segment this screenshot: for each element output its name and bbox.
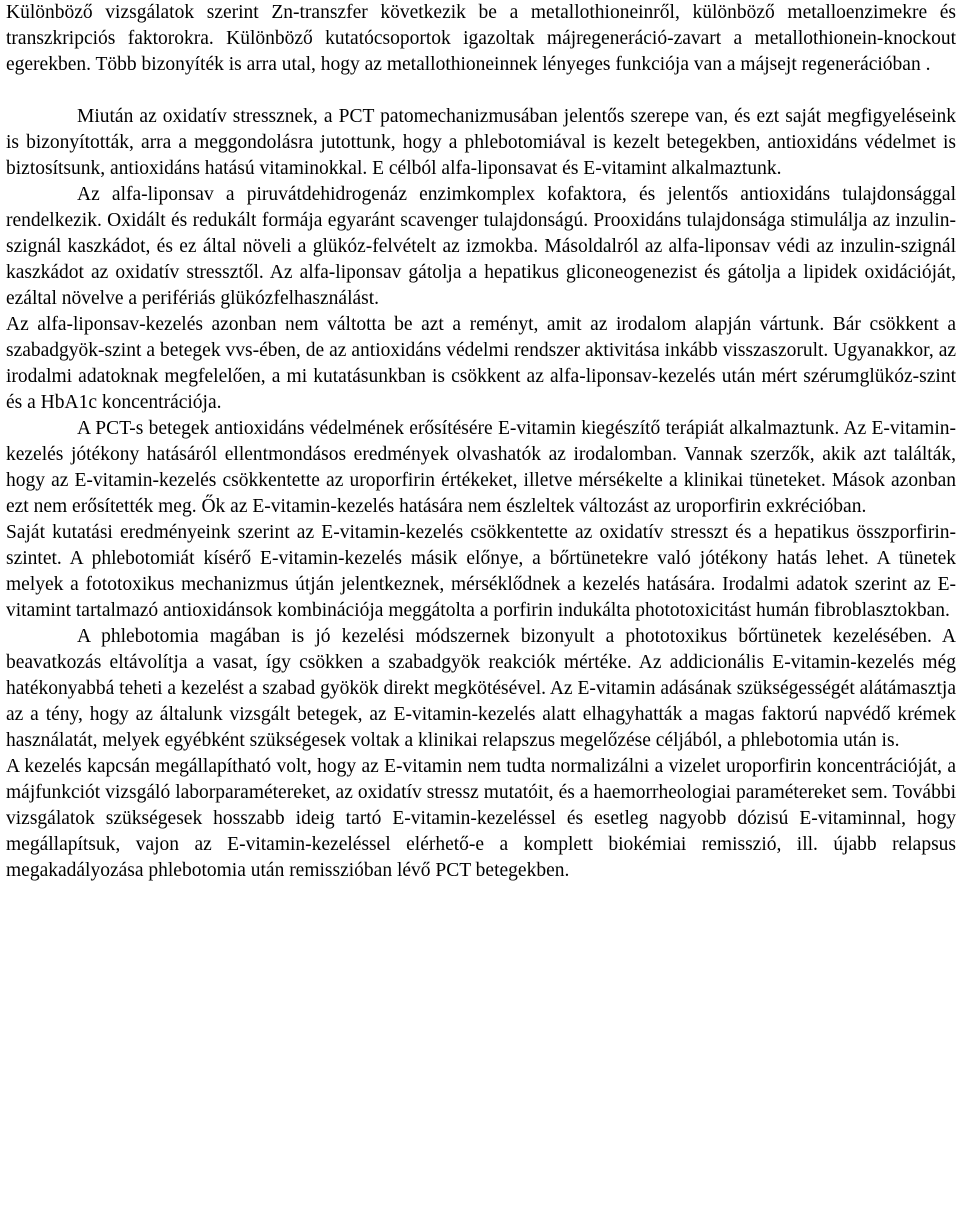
paragraph-conclusion: A kezelés kapcsán megállapítható volt, hogy az E-vitamin nem tudta normalizálni a vizelet uroporfirin koncentrációját, a májfunkciót vizsgáló laborparamétereket, az oxidatív stressz mutatóit, és a haemorrheologiai paramétereket sem. További vizsgálatok szükségesek hosszabb ideig tartó E-vitamin-kezeléssel és esetleg nagyobb dózisú E-vitaminnal, hogy megállapítsuk, vajon az E-vitamin-kezeléssel elérhető-e a komplett biokémiai remisszió, ill. újabb relapsus megakadályozása phlebotomia után remisszióban lévő PCT betegekben. bbox=[6, 756, 956, 881]
paragraph-phlebotomy: A phlebotomia magában is jó kezelési módszernek bizonyult a phototoxikus bőrtünetek kezelésében. A beavatkozás eltávolítja a vasat, így csökken a szabadgyök reakciók mértéke. Az addicionális E-vitamin-kezelés még hatékonyabbá teheti a kezelést a szabad gyökök direkt megkötésével. Az E-vitamin adásának szükségességét alátámasztja az a tény, hogy az általunk vizsgált betegek, az E-vitamin-kezelés alatt elhagyhatták a magas faktorú napvédő krémek használatát, melyek egyébként szükségesek voltak a klinikai relapszus megelőzése céljából, a phlebotomia után is. bbox=[6, 626, 956, 751]
paragraph-oxidative-stress: Miután az oxidatív stressznek, a PCT patomechanizmusában jelentős szerepe van, és ezt saját megfigyeléseink is bizonyították, arra a meggondolásra jutottunk, hogy a phlebotomiával is kezelt betegekben, antioxidáns védelmet is biztosítsunk, antioxidáns hatású vitaminokkal. E célból alfa-liponsavat és E-vitamint alkalmaztunk. bbox=[6, 106, 956, 179]
paragraph-alpha-lipoic-results: Az alfa-liponsav-kezelés azonban nem váltotta be azt a reményt, amit az irodalom alapján vártunk. Bár csökkent a szabadgyök-szint a betegek vvs-ében, de az antioxidáns védelmi rendszer aktivitása inkább visszaszorult. Ugyanakkor, az irodalmi adatoknak megfelelően, a mi kutatásunkban is csökkent az alfa-liponsav-kezelés után mért szérumglükóz-szint és a HbA1c koncentrációja. bbox=[6, 314, 956, 413]
document-page bbox=[6, 0, 956, 884]
paragraph-own-results: Saját kutatási eredményeink szerint az E-vitamin-kezelés csökkentette az oxidatív stresszt és a hepatikus összporfirin-szintet. A phlebotomiát kísérő E-vitamin-kezelés másik előnye, a bőrtünetekre való jótékony hatás lehet. A tünetek melyek a fototoxikus mechanizmus útján jelentkeznek, mérséklődnek a kezelés hatására. Irodalmi adatok szerint az E-vitamint tartalmazó antioxidánsok kombinációja meggátolta a porfirin indukálta phototoxicitást humán fibroblasztokban. bbox=[6, 522, 956, 621]
paragraph-vitamin-e-therapy: A PCT-s betegek antioxidáns védelmének erősítésére E-vitamin kiegészítő terápiát alkalmaztunk. Az E-vitamin-kezelés jótékony hatásáról ellentmondásos eredmények olvashatók az irodalomban. Vannak szerzők, akik azt találták, hogy az E-vitamin-kezelés csökkentette az uroporfirin értékeket, illetve mérsékelte a klinikai tüneteket. Mások azonban ezt nem erősítették meg. Ők az E-vitamin-kezelés hatására nem észleltek változást az uroporfirin exkrécióban. bbox=[6, 418, 956, 517]
paragraph-alpha-lipoic-acid: Az alfa-liponsav a piruvátdehidrogenáz enzimkomplex kofaktora, és jelentős antioxidáns tulajdonsággal rendelkezik. Oxidált és redukált formája egyaránt scavenger tulajdonságú. Prooxidáns tulajdonsága stimulálja az inzulin-szignál kaszkádot, és ez által növeli a glükóz-felvételt az izmokba. Másoldalról az alfa-liponsav védi az inzulin-szignál kaszkádot az oxidatív stressztől. Az alfa-liponsav gátolja a hepatikus gliconeogenezist és gátolja a lipidek oxidációját, ezáltal növelve a perifériás glükózfelhasználást. bbox=[6, 184, 956, 309]
paragraph-metallothionein: Különböző vizsgálatok szerint Zn-transzfer következik be a metallothioneinről, különböző metalloenzimekre és transzkripciós faktorokra. Különböző kutatócsoportok igazoltak májregeneráció-zavart a metallothionein-knockout egerekben. Több bizonyíték is arra utal, hogy az metallothioneinnek lényeges funkciója van a májsejt regenerációban . bbox=[6, 2, 956, 75]
